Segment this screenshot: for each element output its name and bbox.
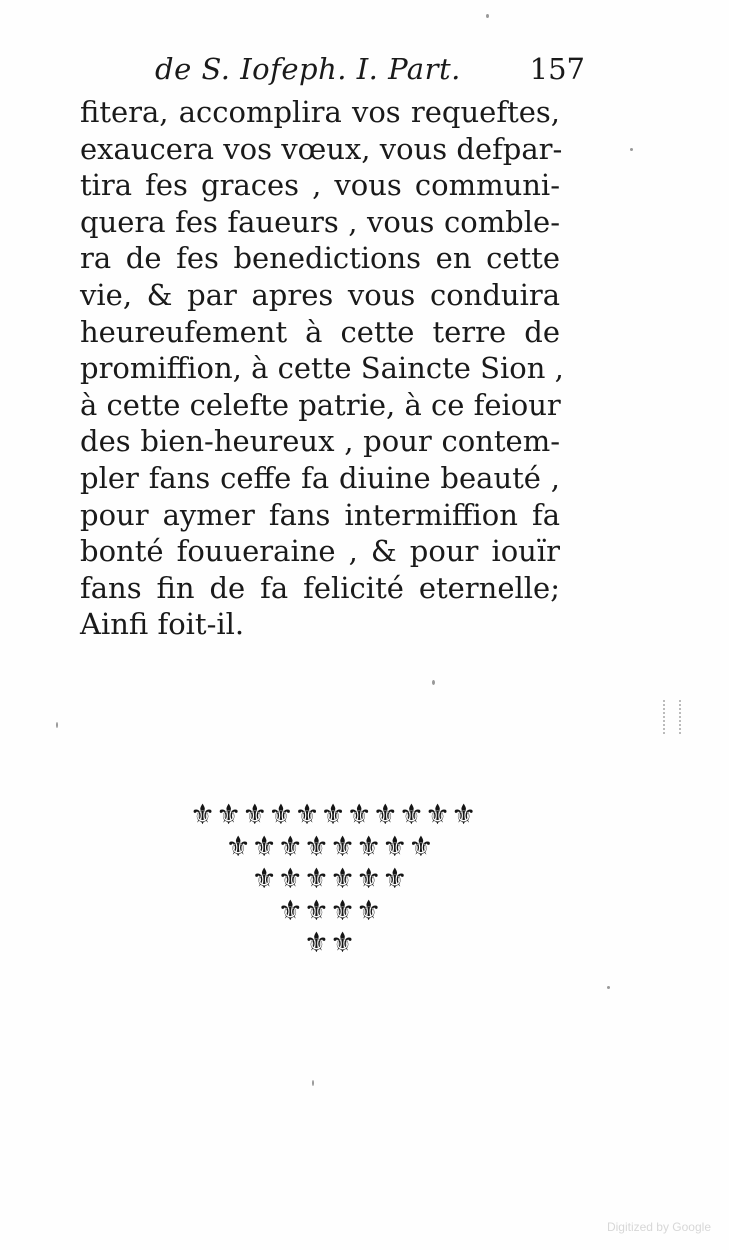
fleur-de-lis-icon: ⚜ [398, 798, 425, 831]
fleur-de-lis-icon: ⚜ [303, 894, 330, 927]
fleur-de-lis-icon: ⚜ [372, 798, 399, 831]
text-line-final: Ainfi foit-il. [80, 607, 245, 642]
fleur-de-lis-icon: ⚜ [382, 830, 409, 863]
fleur-de-lis-icon: ⚜ [356, 830, 383, 863]
text-line: vie, & par apres vous conduira [80, 277, 560, 312]
text-line: à cette celefte patrie, à ce feiour [80, 387, 561, 422]
text-line: exaucera vos vœux, vous defpar- [80, 131, 563, 166]
text-line: ra de fes benedictions en cette [80, 241, 560, 276]
fleur-de-lis-icon: ⚜ [330, 926, 357, 959]
fleur-de-lis-icon: ⚜ [356, 894, 383, 927]
fleur-de-lis-icon: ⚜ [451, 798, 478, 831]
text-line: quera fes faueurs , vous comble- [80, 204, 560, 239]
fleur-de-lis-icon: ⚜ [303, 862, 330, 895]
margin-mark [663, 700, 681, 734]
fleur-de-lis-icon: ⚜ [225, 830, 252, 863]
ink-speck [312, 1080, 314, 1086]
fleur-de-lis-icon: ⚜ [251, 830, 278, 863]
ornament-row [190, 798, 478, 831]
fleur-de-lis-icon: ⚜ [277, 894, 304, 927]
fleur-de-lis-icon: ⚜ [277, 830, 304, 863]
ink-speck [56, 722, 58, 728]
fleur-de-lis-icon: ⚜ [216, 798, 243, 831]
text-line: fans fin de fa felicité eternelle; [80, 570, 560, 605]
text-line: pour aymer fans intermiffion fa [80, 497, 560, 532]
page-number: 157 [529, 52, 585, 86]
fleur-de-lis-icon: ⚜ [346, 798, 373, 831]
fleur-de-lis-icon: ⚜ [303, 830, 330, 863]
ornament-row [190, 864, 470, 894]
ink-speck [607, 986, 610, 989]
fleur-de-lis-icon: ⚜ [408, 830, 435, 863]
ink-speck [630, 148, 633, 151]
running-head: de S. Iofeph. I. Part. [155, 52, 461, 86]
fleur-de-lis-icon: ⚜ [382, 862, 409, 895]
fleur-de-lis-icon: ⚜ [330, 830, 357, 863]
fleur-de-lis-icon: ⚜ [277, 862, 304, 895]
fleur-de-lis-icon: ⚜ [356, 862, 383, 895]
text-line: pler fans ceffe fa diuine beauté , [80, 460, 560, 495]
text-line: tira fes graces , vous communi- [80, 168, 560, 203]
fleur-de-lis-icon: ⚜ [320, 798, 347, 831]
fleur-de-lis-icon: ⚜ [268, 798, 295, 831]
text-line: promiffion, à cette Saincte Sion , [80, 351, 564, 386]
digitized-watermark: Digitized by Google [606, 1220, 711, 1234]
fleur-de-lis-icon: ⚜ [303, 926, 330, 959]
fleur-de-lis-icon: ⚜ [294, 798, 321, 831]
fleur-de-lis-icon: ⚜ [242, 798, 269, 831]
fleur-de-lis-ornament [190, 798, 478, 980]
fleur-de-lis-icon: ⚜ [424, 798, 452, 831]
fleur-de-lis-icon: ⚜ [251, 862, 278, 895]
page-header [155, 52, 585, 92]
fleur-de-lis-icon: ⚜ [330, 862, 357, 895]
text-line: des bien-heureux , pour contem- [80, 424, 560, 459]
ornament-row [190, 896, 470, 926]
text-line: bonté fouueraine , & pour iouïr [80, 534, 560, 569]
text-line: fitera, accomplira vos requeftes, [80, 95, 560, 129]
ink-speck [432, 680, 435, 685]
body-text [80, 94, 564, 643]
ink-speck [486, 14, 489, 18]
text-line: heureufement à cette terre de [80, 314, 560, 349]
ornament-row [190, 928, 470, 958]
ornament-row [190, 832, 470, 862]
fleur-de-lis-icon: ⚜ [330, 894, 357, 927]
fleur-de-lis-icon: ⚜ [190, 798, 217, 831]
